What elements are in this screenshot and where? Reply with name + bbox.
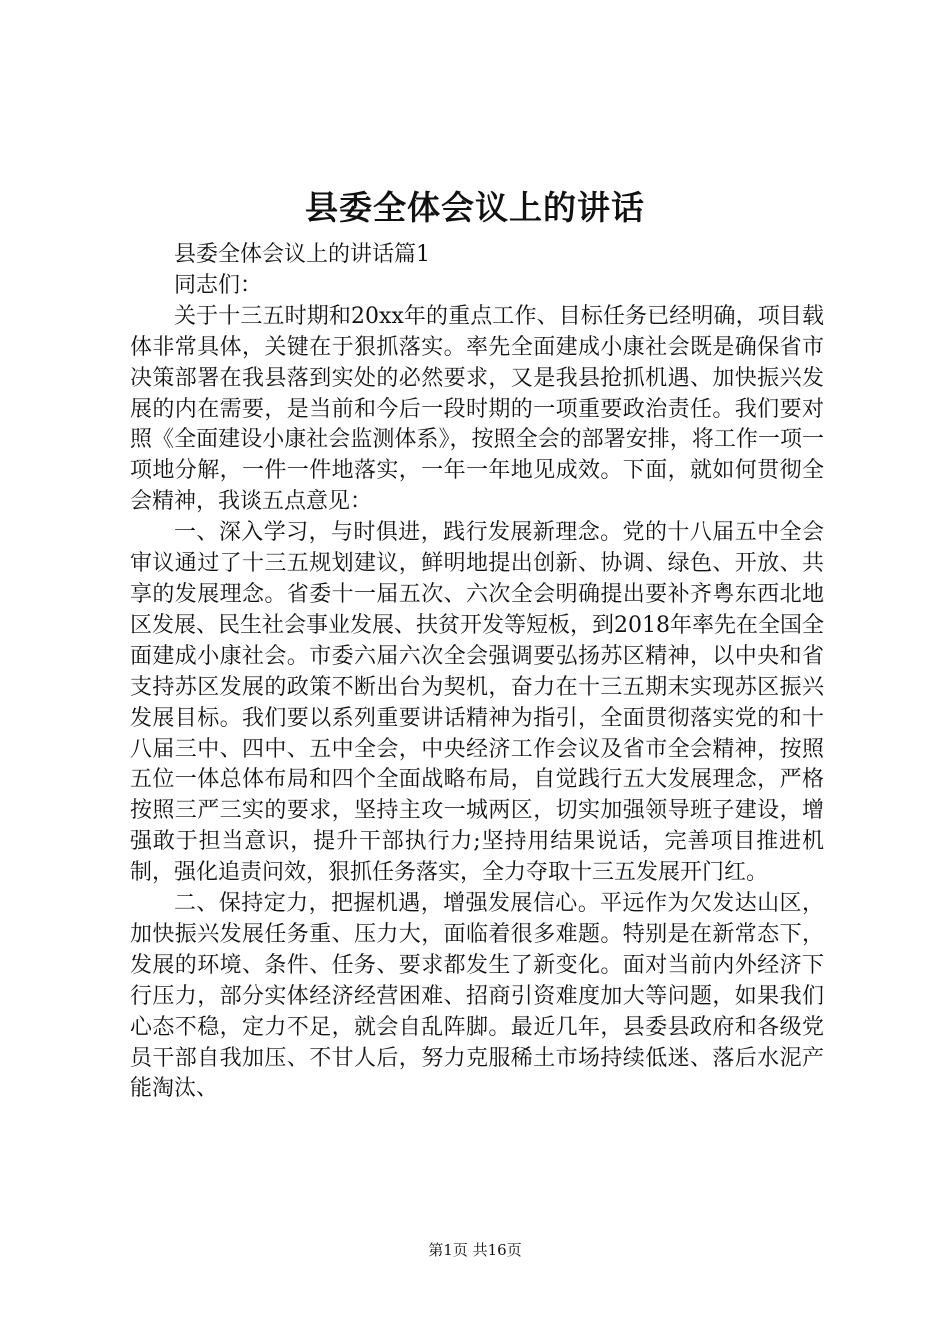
paragraph-intro: 关于十三五时期和20xx年的重点工作、目标任务已经明确，项目载体非常具体，关键在于狠抓落实。率先全面建成小康社会既是确保省市决策部署在我县落到实处的必然要求，又是我县抢抓机遇、加快振兴发展的内在需要，是当前和今后一段时期的一项重要政治责任。我们要对照《全面建设小康社会监测体系》，按照全会的部署安排，将工作一项一项地分解，一件一件地落实，一年一年地见成效。下面，就如何贯彻全会精神，我谈五点意见： <box>130 303 824 515</box>
salutation: 同志们： <box>174 272 263 298</box>
document-title: 县委全体会议上的讲话 <box>305 188 645 227</box>
paragraph-point-1: 一、深入学习，与时俱进，践行发展新理念。党的十八届五中全会审议通过了十三五规划建议，鲜明地提出创新、协调、绿色、开放、共享的发展理念。省委十一届五次、六次全会明确提出要补齐粤东西北地区发展、民生社会事业发展、扶贫开发等短板，到2018年率先在全国全面建成小康社会。市委六届六次全会强调要弘扬苏区精神，以中央和省支持苏区发展的政策不断出台为契机，奋力在十三五期末实现苏区振兴发展目标。我们要以系列重要讲话精神为指引，全面贯彻落实党的和十八届三中、四中、五中全会，中央经济工作会议及省市全会精神，按照五位一体总体布局和四个全面战略布局，自觉践行五大发展理念，严格按照三严三实的要求，坚持主攻一城两区，切实加强领导班子建设，增强敢于担当意识，提升干部执行力;坚持用结果说话，完善项目推进机制，强化追责问效，狠抓任务落实，全力夺取十三五发展开门红。 <box>130 520 824 886</box>
page-footer: 第1页 共16页 <box>428 1241 522 1259</box>
section-heading: 县委全体会议上的讲话篇1 <box>174 242 430 267</box>
paragraph-point-2: 二、保持定力，把握机遇，增强发展信心。平远作为欠发达山区，加快振兴发展任务重、压力大，面临着很多难题。特别是在新常态下，发展的环境、条件、任务、要求都发生了新变化。面对当前内外经济下行压力，部分实体经济经营困难、招商引资难度加大等问题，如果我们心态不稳，定力不足，就会自乱阵脚。最近几年，县委县政府和各级党员干部自我加压、不甘人后，努力克服稀土市场持续低迷、落后水泥产能淘汰、 <box>130 891 824 1102</box>
document-body <box>130 240 824 1105</box>
